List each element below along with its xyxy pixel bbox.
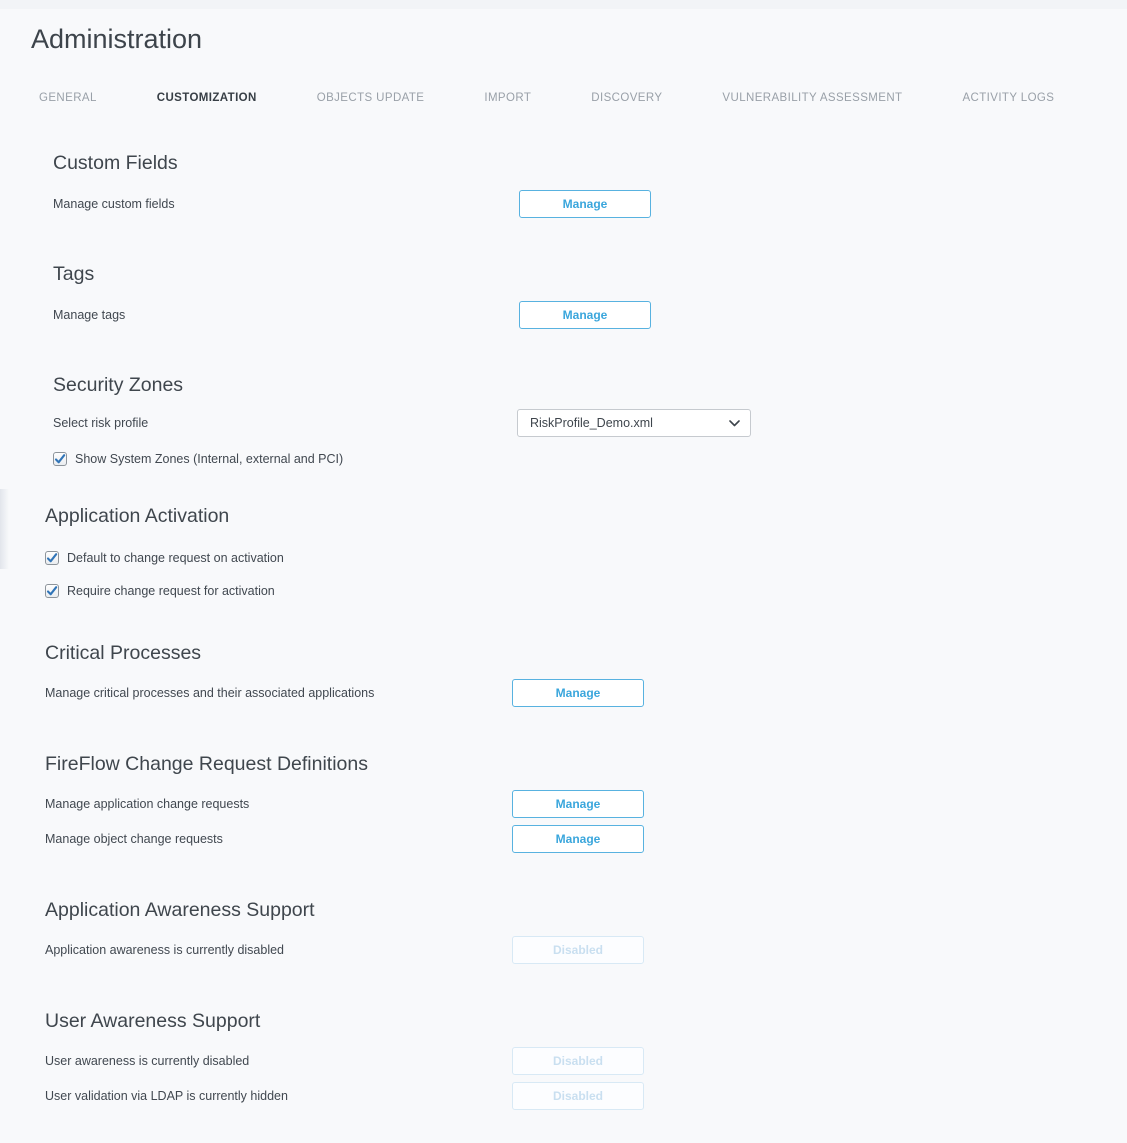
row-label: Manage object change requests — [45, 832, 223, 846]
settings-panel-top — [0, 150, 1127, 467]
select-value: RiskProfile_Demo.xml — [530, 416, 653, 430]
tab-discovery[interactable]: DISCOVERY — [591, 92, 663, 104]
setting-row — [53, 409, 1127, 437]
manage-critical-processes-button[interactable]: Manage — [512, 679, 644, 707]
page-title: Administration — [31, 24, 203, 54]
tab-general[interactable]: GENERAL — [39, 92, 97, 104]
application-awareness-disabled-button[interactable]: Disabled — [512, 936, 644, 964]
manage-custom-fields-button[interactable]: Manage — [519, 190, 651, 218]
manage-object-change-requests-button[interactable]: Manage — [512, 825, 644, 853]
checkbox-icon[interactable] — [53, 452, 67, 466]
row-label: Manage tags — [53, 308, 126, 322]
section-title-fireflow-definitions: FireFlow Change Request Definitions — [45, 753, 368, 775]
setting-row — [53, 190, 1127, 218]
section-title-security-zones: Security Zones — [53, 374, 184, 396]
row-label: Manage custom fields — [53, 197, 175, 211]
tab-customization[interactable]: CUSTOMIZATION — [156, 92, 257, 104]
checkbox-icon[interactable] — [45, 584, 59, 598]
setting-row — [45, 679, 1127, 707]
risk-profile-select[interactable] — [517, 409, 751, 437]
checkbox-label: Require change request for activation — [67, 584, 275, 598]
checkbox-default-change-request[interactable] — [45, 550, 1127, 566]
check-icon — [46, 553, 58, 564]
tab-import[interactable]: IMPORT — [484, 92, 532, 104]
manage-application-change-requests-button[interactable]: Manage — [512, 790, 644, 818]
checkbox-icon[interactable] — [45, 551, 59, 565]
checkbox-require-change-request[interactable] — [45, 583, 1127, 599]
setting-row — [45, 790, 1127, 818]
section-title-application-awareness: Application Awareness Support — [45, 899, 315, 921]
top-edge-band — [0, 0, 1127, 9]
checkbox-label: Show System Zones (Internal, external and PCI) — [75, 452, 344, 466]
ldap-validation-disabled-button[interactable]: Disabled — [512, 1082, 644, 1110]
row-label: User validation via LDAP is currently hidden — [45, 1089, 288, 1103]
user-awareness-disabled-button[interactable]: Disabled — [512, 1047, 644, 1075]
panel-scroll-shadow — [0, 489, 9, 569]
setting-row — [45, 1082, 1127, 1110]
row-label: Select risk profile — [53, 416, 149, 430]
tab-vulnerability-assessment[interactable]: VULNERABILITY ASSESSMENT — [722, 92, 903, 104]
row-label: Manage application change requests — [45, 797, 250, 811]
section-title-critical-processes: Critical Processes — [45, 642, 202, 664]
tab-objects-update[interactable]: OBJECTS UPDATE — [316, 92, 425, 104]
row-label: Application awareness is currently disabled — [45, 943, 285, 957]
setting-row — [45, 936, 1127, 964]
checkbox-show-system-zones[interactable] — [53, 451, 1127, 467]
setting-row — [45, 1047, 1127, 1075]
check-icon — [54, 454, 66, 465]
checkbox-label: Default to change request on activation — [67, 551, 284, 565]
row-label: Manage critical processes and their associated applications — [45, 686, 375, 700]
row-label: User awareness is currently disabled — [45, 1054, 250, 1068]
check-icon — [46, 586, 58, 597]
setting-row — [45, 825, 1127, 853]
section-title-user-awareness: User Awareness Support — [45, 1010, 261, 1032]
section-title-custom-fields: Custom Fields — [53, 152, 178, 174]
settings-panel-bottom — [0, 503, 1127, 1110]
setting-row — [53, 301, 1127, 329]
tab-activity-logs[interactable]: ACTIVITY LOGS — [962, 92, 1055, 104]
tab-bar — [0, 92, 1127, 104]
chevron-down-icon — [729, 420, 740, 427]
manage-tags-button[interactable]: Manage — [519, 301, 651, 329]
section-title-application-activation: Application Activation — [45, 505, 230, 527]
section-title-tags: Tags — [53, 263, 95, 285]
